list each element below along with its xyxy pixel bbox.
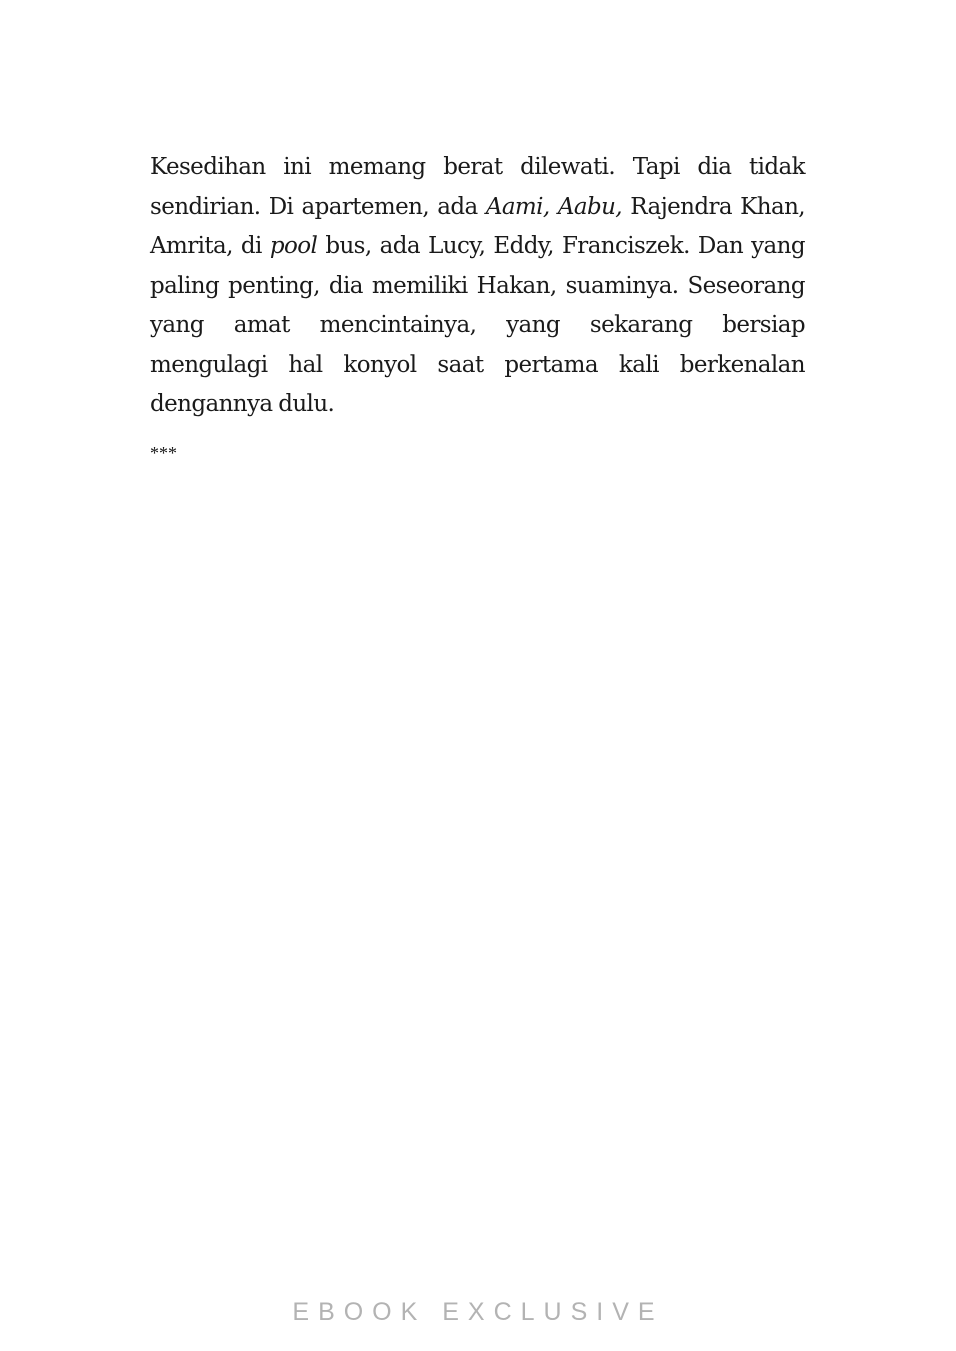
paragraph-text-part-1: Kesedihan ini memang berat dilewati. Tapi dia tidak sendirian. Di apartemen, ada: [150, 154, 805, 220]
ebook-exclusive-watermark: EBOOK EXCLUSIVE: [292, 1298, 664, 1326]
italic-word-aabu: Aabu,: [557, 193, 623, 220]
paragraph-text-part-2: Rajendra Khan, Amrita, di: [150, 193, 806, 259]
italic-word-aami: Aami,: [485, 193, 550, 220]
body-paragraph: [150, 148, 805, 425]
italic-word-pool: pool: [269, 233, 318, 259]
scene-separator: ***: [150, 443, 177, 463]
paragraph-space: [550, 194, 558, 220]
paragraph-text-part-3: bus, ada Lucy, Eddy, Franciszek. Dan yang paling penting, dia memiliki Hakan, suaminya. Seseorang yang amat mencintainya, yang sekarang bersiap mengulagi hal konyol saat pertama kali berkenalan dengannya dulu.: [150, 233, 805, 417]
